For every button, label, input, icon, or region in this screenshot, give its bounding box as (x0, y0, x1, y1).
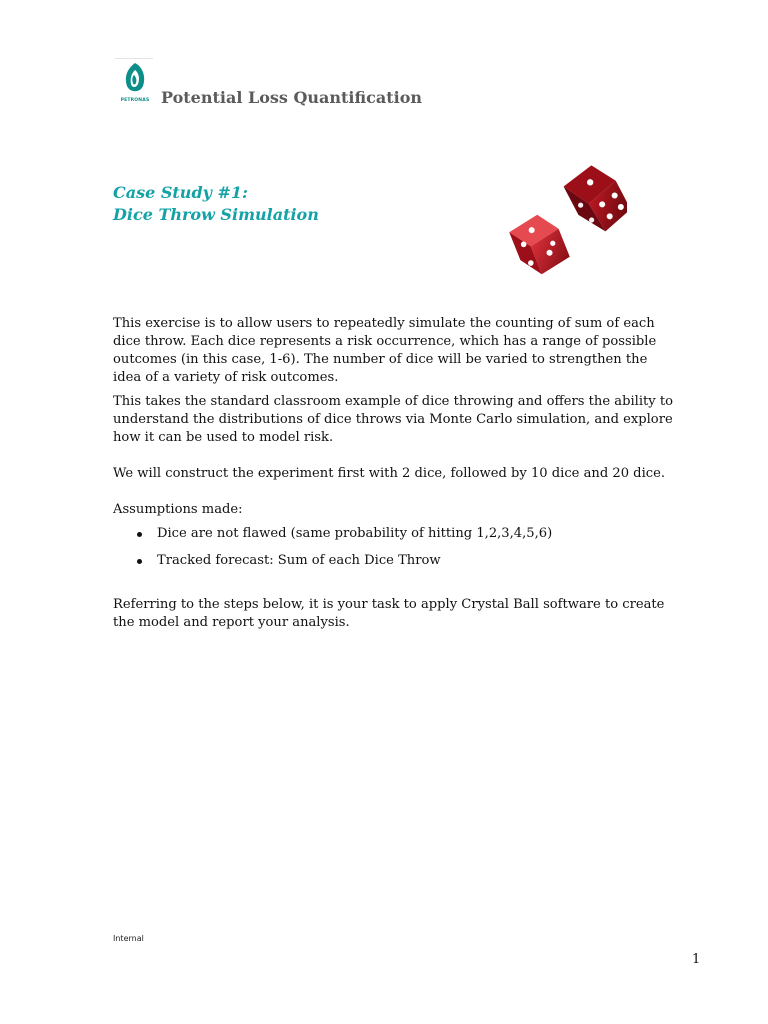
task-paragraph: Referring to the steps below, it is your task to apply Crystal Ball software to create the model and report your analysis. (113, 597, 665, 630)
bullet-icon (137, 532, 142, 537)
assumption-text: Tracked forecast: Sum of each Dice Throw (157, 553, 441, 568)
case-study-heading (113, 182, 319, 226)
assumptions-label: Assumptions made: (113, 502, 243, 517)
body-text (113, 315, 678, 632)
logo-wordmark: PETRONAS (120, 98, 150, 103)
classification-label: Internal (113, 934, 144, 943)
case-study-title: Dice Throw Simulation (113, 205, 319, 224)
petronas-logo-icon (115, 58, 153, 105)
classroom-paragraph: This takes the standard classroom example of dice throwing and offers the ability to understand the distributions of dice throws via Monte Carlo simulation, and explore how it can be used to model risk. (113, 394, 673, 445)
case-study-number: Case Study #1: (113, 183, 248, 202)
assumptions-list (113, 525, 678, 570)
page-number: 1 (692, 952, 701, 967)
assumption-text: Dice are not flawed (same probability of hitting 1,2,3,4,5,6) (157, 526, 553, 541)
bullet-icon (137, 559, 142, 564)
list-item (113, 552, 678, 570)
document-title: Potential Loss Quantification (161, 88, 423, 107)
experiment-paragraph: We will construct the experiment first with 2 dice, followed by 10 dice and 20 dice. (113, 466, 665, 481)
list-item (113, 525, 678, 543)
intro-paragraph: This exercise is to allow users to repeatedly simulate the counting of sum of each dice throw. Each dice represents a risk occurrence, which has a range of possible outcomes (in this case, 1-6). The number of dice will be varied to strengthen the idea of a variety of risk outcomes. (113, 316, 657, 385)
red-dice-icon (505, 158, 627, 276)
